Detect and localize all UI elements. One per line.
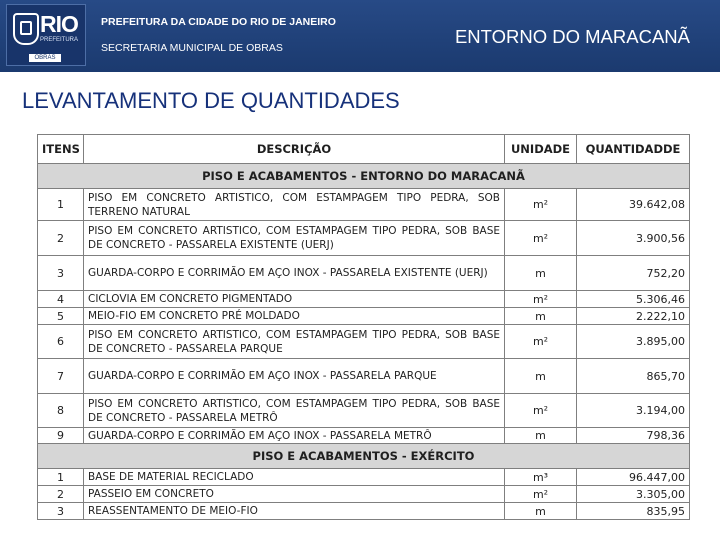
item-number: 8 — [38, 394, 84, 428]
item-unit: m — [505, 428, 577, 444]
table-row — [38, 486, 690, 503]
item-unit: m³ — [505, 469, 577, 486]
item-unit: m² — [505, 291, 577, 308]
item-number: 2 — [38, 486, 84, 503]
col-header-quantidade: QUANTIDADDE — [577, 135, 690, 164]
table-row — [38, 394, 690, 428]
item-unit: m² — [505, 221, 577, 256]
section-row — [38, 444, 690, 469]
secretaria-name: SECRETARIA MUNICIPAL DE OBRAS — [101, 42, 283, 54]
table-row — [38, 221, 690, 256]
city-emblem-icon — [13, 13, 39, 45]
table-row — [38, 428, 690, 444]
item-quantity: 752,20 — [577, 256, 690, 291]
item-number: 1 — [38, 469, 84, 486]
item-quantity: 3.895,00 — [577, 325, 690, 359]
item-unit: m — [505, 308, 577, 325]
table-row — [38, 469, 690, 486]
table-row — [38, 359, 690, 394]
page-title: LEVANTAMENTO DE QUANTIDADES — [22, 88, 400, 113]
item-description: GUARDA-CORPO E CORRIMÃO EM AÇO INOX - PASSARELA EXISTENTE (UERJ) — [84, 256, 505, 291]
table-row — [38, 189, 690, 221]
item-number: 4 — [38, 291, 84, 308]
section-title: PISO E ACABAMENTOS - EXÉRCITO — [38, 444, 690, 469]
section-row — [38, 164, 690, 189]
item-unit: m² — [505, 486, 577, 503]
item-quantity: 3.194,00 — [577, 394, 690, 428]
item-description: CICLOVIA EM CONCRETO PIGMENTADO — [84, 291, 505, 308]
quantities-table — [37, 134, 690, 520]
item-unit: m — [505, 503, 577, 520]
item-number: 2 — [38, 221, 84, 256]
item-description: PISO EM CONCRETO ARTISTICO, COM ESTAMPAGEM TIPO PEDRA, SOB BASE DE CONCRETO - PASSARELA PARQUE — [84, 325, 505, 359]
table-row — [38, 503, 690, 520]
col-header-unidade: UNIDADE — [505, 135, 577, 164]
item-quantity: 96.447,00 — [577, 469, 690, 486]
item-quantity: 2.222,10 — [577, 308, 690, 325]
project-title: ENTORNO DO MARACANÃ — [454, 26, 690, 47]
item-description: PISO EM CONCRETO ARTISTICO, COM ESTAMPAGEM TIPO PEDRA, SOB BASE DE CONCRETO - PASSARELA METRÔ — [84, 394, 505, 428]
table-row — [38, 256, 690, 291]
item-unit: m — [505, 256, 577, 291]
col-header-itens: ITENS — [38, 135, 84, 164]
item-description: PASSEIO EM CONCRETO — [84, 486, 505, 503]
item-quantity: 835,95 — [577, 503, 690, 520]
item-number: 1 — [38, 189, 84, 221]
item-quantity: 5.306,46 — [577, 291, 690, 308]
item-quantity: 3.900,56 — [577, 221, 690, 256]
item-unit: m² — [505, 325, 577, 359]
item-quantity: 798,36 — [577, 428, 690, 444]
item-unit: m² — [505, 189, 577, 221]
item-quantity: 39.642,08 — [577, 189, 690, 221]
prefeitura-logo — [6, 4, 86, 66]
item-number: 5 — [38, 308, 84, 325]
item-number: 7 — [38, 359, 84, 394]
table-header-row — [38, 135, 690, 164]
item-unit: m — [505, 359, 577, 394]
header-banner — [0, 0, 720, 72]
item-description: PISO EM CONCRETO ARTISTICO, COM ESTAMPAGEM TIPO PEDRA, SOB BASE DE CONCRETO - PASSARELA EXISTENTE (UERJ) — [84, 221, 505, 256]
section-title: PISO E ACABAMENTOS - ENTORNO DO MARACANÃ — [38, 164, 690, 189]
item-description: GUARDA-CORPO E CORRIMÃO EM AÇO INOX - PASSARELA METRÔ — [84, 428, 505, 444]
item-quantity: 865,70 — [577, 359, 690, 394]
item-number: 3 — [38, 256, 84, 291]
item-number: 6 — [38, 325, 84, 359]
item-description: PISO EM CONCRETO ARTISTICO, COM ESTAMPAGEM TIPO PEDRA, SOB TERRENO NATURAL — [84, 189, 505, 221]
item-number: 9 — [38, 428, 84, 444]
item-unit: m² — [505, 394, 577, 428]
item-description: GUARDA-CORPO E CORRIMÃO EM AÇO INOX - PASSARELA PARQUE — [84, 359, 505, 394]
item-description: BASE DE MATERIAL RECICLADO — [84, 469, 505, 486]
item-description: REASSENTAMENTO DE MEIO-FIO — [84, 503, 505, 520]
col-header-descricao: DESCRIÇÃO — [84, 135, 505, 164]
logo-tag: OBRAS — [29, 54, 61, 62]
item-quantity: 3.305,00 — [577, 486, 690, 503]
table-row — [38, 308, 690, 325]
item-number: 3 — [38, 503, 84, 520]
table-row — [38, 291, 690, 308]
logo-subtext: PREFEITURA — [40, 37, 79, 43]
table-row — [38, 325, 690, 359]
item-description: MEIO-FIO EM CONCRETO PRÉ MOLDADO — [84, 308, 505, 325]
org-name: PREFEITURA DA CIDADE DO RIO DE JANEIRO — [101, 16, 336, 28]
logo-text: RIO — [40, 11, 78, 37]
